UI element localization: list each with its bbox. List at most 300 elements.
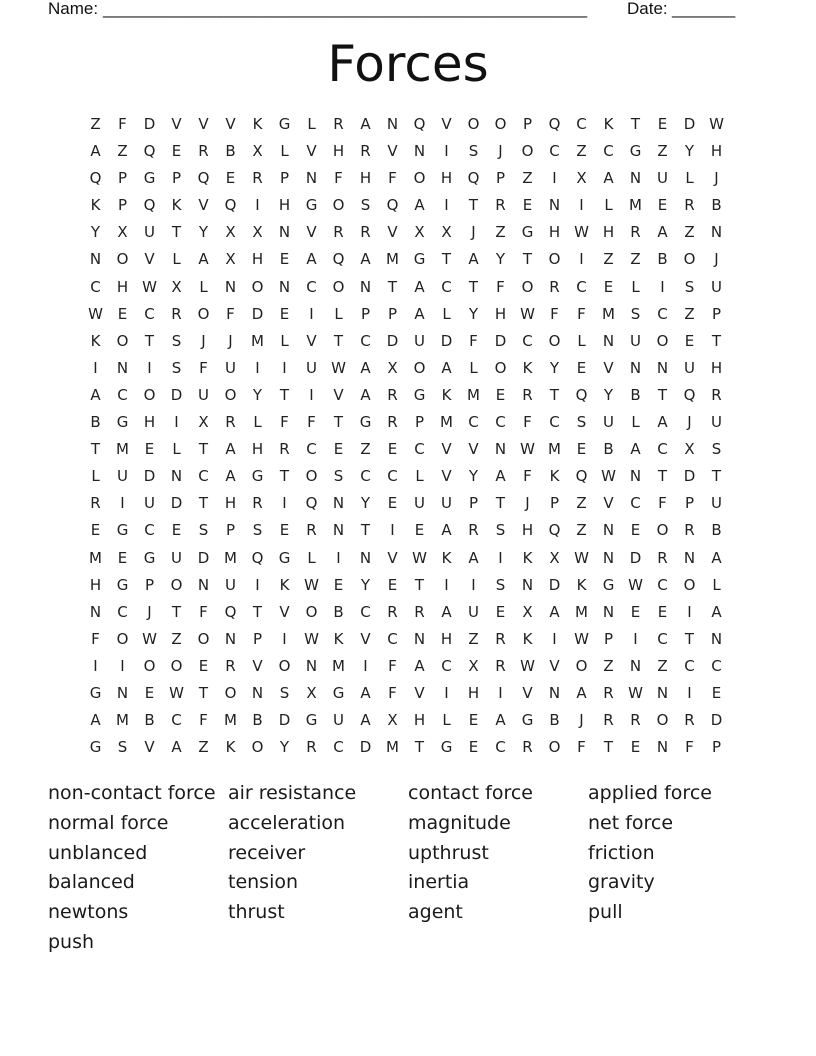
grid-letter: O bbox=[116, 331, 129, 350]
grid-row bbox=[82, 355, 730, 382]
word-bank-item: air resistance bbox=[228, 782, 357, 804]
grid-letter: Y bbox=[90, 223, 101, 242]
grid-letter: G bbox=[89, 683, 102, 702]
grid-letter: W bbox=[628, 683, 643, 702]
grid-letter: F bbox=[91, 629, 100, 648]
grid-letter: X bbox=[576, 169, 587, 188]
grid-letter: U bbox=[171, 548, 182, 567]
grid-letter: V bbox=[252, 656, 263, 675]
grid-letter: G bbox=[359, 413, 372, 432]
grid-letter: O bbox=[116, 629, 129, 648]
grid-letter: O bbox=[305, 467, 318, 486]
grid-letter: W bbox=[601, 467, 616, 486]
grid-letter: V bbox=[279, 602, 290, 621]
grid-letter: E bbox=[630, 602, 641, 621]
grid-letter: E bbox=[468, 738, 479, 757]
grid-letter: I bbox=[120, 494, 125, 513]
grid-letter: P bbox=[360, 304, 371, 323]
grid-letter: V bbox=[333, 385, 344, 404]
grid-letter: F bbox=[577, 304, 586, 323]
grid-letter: E bbox=[279, 521, 290, 540]
grid-letter: V bbox=[549, 656, 560, 675]
grid-letter: Q bbox=[143, 142, 156, 161]
word-bank-item: upthrust bbox=[408, 841, 489, 864]
grid-letter: R bbox=[333, 223, 344, 242]
grid-letter: J bbox=[201, 331, 206, 350]
grid-letter: T bbox=[171, 223, 182, 242]
grid-letter: A bbox=[495, 711, 506, 730]
grid-letter: K bbox=[90, 331, 101, 350]
grid-letter: R bbox=[522, 738, 533, 757]
grid-letter: Y bbox=[684, 142, 695, 161]
grid-letter: K bbox=[441, 385, 452, 404]
grid-letter: V bbox=[387, 142, 398, 161]
grid-letter: E bbox=[495, 385, 506, 404]
grid-letter: W bbox=[709, 115, 724, 133]
grid-letter: U bbox=[657, 169, 668, 188]
grid-letter: W bbox=[304, 629, 319, 648]
grid-letter: Y bbox=[360, 575, 371, 594]
grid-letter: U bbox=[225, 358, 236, 377]
grid-letter: W bbox=[412, 548, 427, 567]
grid-letter: W bbox=[169, 683, 184, 702]
grid-letter: D bbox=[440, 331, 453, 350]
grid-letter: J bbox=[714, 250, 719, 269]
grid-letter: I bbox=[282, 494, 287, 513]
grid-letter: Q bbox=[332, 250, 345, 269]
grid-letter: X bbox=[441, 223, 452, 242]
grid-letter: H bbox=[710, 142, 723, 161]
grid-letter: U bbox=[225, 575, 236, 594]
grid-letter: R bbox=[603, 711, 614, 730]
grid-letter: F bbox=[388, 683, 397, 702]
grid-letter: H bbox=[251, 440, 264, 459]
grid-letter: V bbox=[306, 331, 317, 350]
grid-letter: W bbox=[304, 575, 319, 594]
grid-letter: C bbox=[657, 440, 668, 459]
grid-letter: E bbox=[117, 548, 128, 567]
grid-letter: J bbox=[147, 602, 152, 621]
grid-letter: C bbox=[333, 738, 344, 757]
grid-letter: U bbox=[144, 223, 155, 242]
grid-letter: A bbox=[414, 196, 425, 215]
grid-letter: F bbox=[334, 169, 343, 188]
grid-letter: Z bbox=[468, 629, 479, 648]
grid-letter: H bbox=[251, 250, 264, 269]
grid-letter: K bbox=[252, 115, 263, 133]
grid-letter: F bbox=[388, 656, 397, 675]
grid-letter: H bbox=[278, 196, 291, 215]
grid-letter: P bbox=[711, 738, 722, 757]
grid-letter: Z bbox=[657, 142, 668, 161]
grid-letter: F bbox=[199, 711, 208, 730]
grid-letter: M bbox=[386, 250, 399, 269]
grid-letter: Y bbox=[549, 358, 560, 377]
grid-letter: Z bbox=[630, 250, 641, 269]
grid-letter: K bbox=[522, 629, 533, 648]
grid-letter: L bbox=[172, 440, 181, 459]
grid-letter: C bbox=[387, 467, 398, 486]
grid-letter: A bbox=[711, 602, 722, 621]
grid-letter: U bbox=[711, 277, 722, 296]
grid-letter: U bbox=[144, 494, 155, 513]
grid-letter: W bbox=[142, 629, 157, 648]
grid-letter: V bbox=[198, 196, 209, 215]
grid-letter: K bbox=[225, 738, 236, 757]
grid-letter: X bbox=[198, 413, 209, 432]
grid-letter: R bbox=[252, 494, 263, 513]
grid-letter: X bbox=[225, 223, 236, 242]
grid-letter: C bbox=[657, 629, 668, 648]
grid-letter: K bbox=[522, 358, 533, 377]
grid-letter: T bbox=[198, 440, 209, 459]
grid-letter: C bbox=[576, 277, 587, 296]
grid-letter: Z bbox=[171, 629, 182, 648]
grid-row bbox=[82, 707, 730, 734]
grid-letter: I bbox=[147, 358, 152, 377]
name-blank-line: ______________________________________________________ bbox=[103, 0, 587, 18]
grid-letter: Q bbox=[224, 602, 237, 621]
grid-letter: U bbox=[414, 331, 425, 350]
grid-letter: L bbox=[334, 304, 343, 323]
grid-letter: N bbox=[224, 277, 237, 296]
word-bank-item: friction bbox=[588, 841, 655, 864]
date-label: Date: bbox=[627, 0, 668, 18]
grid-letter: H bbox=[494, 304, 507, 323]
grid-letter: H bbox=[440, 169, 453, 188]
grid-row bbox=[82, 165, 730, 192]
grid-letter: O bbox=[278, 656, 291, 675]
grid-letter: A bbox=[225, 467, 236, 486]
grid-letter: H bbox=[143, 413, 156, 432]
grid-letter: N bbox=[710, 629, 723, 648]
grid-letter: N bbox=[332, 494, 345, 513]
grid-letter: C bbox=[441, 656, 452, 675]
grid-letter: X bbox=[387, 711, 398, 730]
grid-letter: N bbox=[413, 629, 426, 648]
grid-row bbox=[82, 409, 730, 436]
grid-letter: V bbox=[360, 629, 371, 648]
grid-letter: Y bbox=[603, 385, 614, 404]
grid-letter: I bbox=[93, 358, 98, 377]
grid-letter: E bbox=[468, 711, 479, 730]
grid-letter: M bbox=[224, 711, 237, 730]
grid-letter: I bbox=[93, 656, 98, 675]
grid-letter: N bbox=[116, 358, 129, 377]
grid-letter: B bbox=[252, 711, 263, 730]
grid-letter: X bbox=[171, 277, 182, 296]
grid-letter: T bbox=[360, 521, 371, 540]
grid-letter: G bbox=[332, 683, 345, 702]
grid-letter: O bbox=[683, 575, 696, 594]
grid-row bbox=[82, 111, 730, 138]
grid-letter: C bbox=[387, 629, 398, 648]
grid-letter: Q bbox=[305, 494, 318, 513]
grid-letter: P bbox=[603, 629, 614, 648]
grid-letter: F bbox=[199, 602, 208, 621]
grid-letter: A bbox=[441, 358, 452, 377]
grid-letter: L bbox=[280, 142, 289, 161]
grid-letter: O bbox=[521, 277, 534, 296]
grid-letter: T bbox=[522, 250, 533, 269]
grid-letter: O bbox=[224, 385, 237, 404]
grid-letter: E bbox=[495, 602, 506, 621]
grid-letter: Q bbox=[89, 169, 102, 188]
grid-letter: M bbox=[629, 196, 642, 215]
grid-letter: E bbox=[630, 738, 641, 757]
grid-letter: L bbox=[199, 277, 208, 296]
grid-letter: L bbox=[631, 413, 640, 432]
grid-letter: W bbox=[88, 304, 103, 323]
grid-letter: E bbox=[630, 521, 641, 540]
grid-letter: Q bbox=[386, 196, 399, 215]
grid-letter: P bbox=[117, 196, 128, 215]
grid-letter: N bbox=[548, 683, 561, 702]
grid-letter: O bbox=[197, 629, 210, 648]
word-bank-item: inertia bbox=[408, 871, 470, 894]
grid-letter: R bbox=[225, 656, 236, 675]
grid-letter: P bbox=[495, 169, 506, 188]
grid-letter: Z bbox=[657, 656, 668, 675]
grid-letter: D bbox=[710, 711, 723, 730]
grid-letter: R bbox=[279, 440, 290, 459]
grid-letter: R bbox=[225, 413, 236, 432]
word-bank-item: push bbox=[48, 930, 95, 953]
grid-letter: T bbox=[90, 440, 101, 459]
grid-letter: C bbox=[549, 413, 560, 432]
grid-letter: I bbox=[687, 602, 692, 621]
grid-letter: H bbox=[359, 169, 372, 188]
grid-letter: N bbox=[656, 738, 669, 757]
grid-letter: S bbox=[333, 467, 344, 486]
grid-letter: X bbox=[252, 223, 263, 242]
grid-letter: L bbox=[442, 711, 451, 730]
grid-letter: T bbox=[198, 494, 209, 513]
grid-letter: R bbox=[630, 711, 641, 730]
date-blank-line: _______ bbox=[672, 0, 735, 18]
grid-letter: D bbox=[170, 494, 183, 513]
grid-letter: G bbox=[440, 738, 453, 757]
grid-letter: A bbox=[576, 683, 587, 702]
grid-letter: N bbox=[629, 467, 642, 486]
grid-letter: N bbox=[332, 521, 345, 540]
word-bank-item: pull bbox=[588, 901, 623, 924]
grid-letter: Q bbox=[251, 548, 264, 567]
grid-letter: O bbox=[656, 331, 669, 350]
grid-letter: R bbox=[333, 115, 344, 133]
grid-letter: S bbox=[495, 521, 506, 540]
grid-letter: F bbox=[280, 413, 289, 432]
grid-letter: I bbox=[309, 385, 314, 404]
grid-letter: N bbox=[521, 575, 534, 594]
grid-letter: R bbox=[90, 494, 101, 513]
grid-letter: E bbox=[387, 494, 398, 513]
grid-letter: B bbox=[90, 413, 101, 432]
grid-letter: F bbox=[469, 331, 478, 350]
grid-letter: F bbox=[658, 494, 667, 513]
grid-letter: A bbox=[414, 277, 425, 296]
grid-letter: I bbox=[579, 196, 584, 215]
grid-letter: I bbox=[390, 521, 395, 540]
grid-letter: E bbox=[225, 169, 236, 188]
grid-letter: I bbox=[552, 169, 557, 188]
grid-letter: O bbox=[683, 250, 696, 269]
grid-letter: A bbox=[306, 250, 317, 269]
grid-letter: I bbox=[498, 548, 503, 567]
grid-letter: N bbox=[89, 602, 102, 621]
grid-letter: N bbox=[602, 521, 615, 540]
grid-letter: Z bbox=[603, 656, 614, 675]
grid-letter: G bbox=[89, 738, 102, 757]
grid-letter: J bbox=[687, 413, 692, 432]
grid-letter: F bbox=[685, 738, 694, 757]
grid-letter: D bbox=[386, 331, 399, 350]
grid-letter: E bbox=[603, 277, 614, 296]
grid-letter: X bbox=[387, 358, 398, 377]
grid-letter: U bbox=[414, 494, 425, 513]
grid-letter: V bbox=[144, 250, 155, 269]
grid-letter: S bbox=[252, 521, 263, 540]
grid-letter: I bbox=[471, 575, 476, 594]
grid-letter: I bbox=[282, 629, 287, 648]
grid-letter: A bbox=[630, 440, 641, 459]
grid-letter: R bbox=[252, 169, 263, 188]
grid-letter: G bbox=[116, 413, 129, 432]
grid-letter: N bbox=[656, 358, 669, 377]
grid-letter: E bbox=[198, 656, 209, 675]
grid-letter: G bbox=[629, 142, 642, 161]
grid-letter: R bbox=[684, 521, 695, 540]
grid-letter: T bbox=[657, 467, 668, 486]
grid-letter: A bbox=[495, 467, 506, 486]
grid-letter: A bbox=[90, 711, 101, 730]
grid-letter: D bbox=[548, 575, 561, 594]
grid-letter: I bbox=[444, 575, 449, 594]
grid-letter: W bbox=[520, 656, 535, 675]
grid-letter: N bbox=[602, 548, 615, 567]
grid-letter: F bbox=[118, 115, 127, 133]
grid-letter: G bbox=[413, 385, 426, 404]
grid-letter: W bbox=[574, 548, 589, 567]
grid-letter: D bbox=[143, 467, 156, 486]
grid-letter: L bbox=[172, 250, 181, 269]
word-bank-item: applied force bbox=[588, 782, 712, 804]
grid-letter: M bbox=[224, 548, 237, 567]
grid-letter: T bbox=[333, 413, 344, 432]
grid-letter: V bbox=[225, 115, 236, 133]
grid-letter: E bbox=[144, 440, 155, 459]
grid-letter: L bbox=[712, 575, 721, 594]
grid-letter: A bbox=[198, 250, 209, 269]
grid-letter: L bbox=[604, 196, 613, 215]
grid-letter: J bbox=[498, 142, 503, 161]
grid-letter: Q bbox=[224, 196, 237, 215]
grid-letter: A bbox=[414, 304, 425, 323]
grid-letter: O bbox=[548, 250, 561, 269]
grid-letter: A bbox=[657, 223, 668, 242]
grid-letter: Q bbox=[548, 521, 561, 540]
grid-letter: R bbox=[306, 738, 317, 757]
grid-letter: Z bbox=[684, 223, 695, 242]
grid-letter: H bbox=[224, 494, 237, 513]
grid-letter: A bbox=[549, 602, 560, 621]
grid-letter: R bbox=[657, 548, 668, 567]
grid-letter: H bbox=[467, 683, 480, 702]
grid-letter: T bbox=[171, 602, 182, 621]
grid-letter: G bbox=[143, 169, 156, 188]
grid-letter: C bbox=[144, 304, 155, 323]
word-bank-item: normal force bbox=[48, 811, 169, 834]
grid-letter: R bbox=[387, 602, 398, 621]
grid-letter: A bbox=[360, 250, 371, 269]
grid-letter: U bbox=[603, 413, 614, 432]
grid-letter: N bbox=[359, 548, 372, 567]
grid-letter: C bbox=[657, 575, 668, 594]
grid-row bbox=[82, 545, 730, 572]
grid-letter: Q bbox=[413, 115, 426, 133]
grid-letter: R bbox=[468, 521, 479, 540]
grid-letter: R bbox=[495, 196, 506, 215]
grid-letter: P bbox=[387, 304, 398, 323]
grid-letter: V bbox=[198, 115, 209, 133]
grid-letter: F bbox=[550, 304, 559, 323]
grid-letter: U bbox=[468, 602, 479, 621]
grid-letter: E bbox=[117, 304, 128, 323]
grid-letter: T bbox=[198, 683, 209, 702]
grid-letter: G bbox=[278, 115, 291, 133]
grid-row bbox=[82, 382, 730, 409]
grid-letter: T bbox=[279, 385, 290, 404]
grid-letter: J bbox=[471, 223, 476, 242]
grid-letter: G bbox=[116, 521, 129, 540]
grid-letter: N bbox=[494, 440, 507, 459]
grid-letter: A bbox=[360, 385, 371, 404]
grid-letter: N bbox=[386, 115, 399, 133]
grid-letter: O bbox=[494, 115, 507, 133]
grid-letter: T bbox=[549, 385, 560, 404]
grid-row bbox=[82, 138, 730, 165]
grid-letter: Z bbox=[576, 494, 587, 513]
grid-letter: S bbox=[630, 304, 641, 323]
grid-letter: C bbox=[90, 277, 101, 296]
grid-letter: X bbox=[414, 223, 425, 242]
grid-letter: Y bbox=[495, 250, 506, 269]
word-bank-item: non-contact force bbox=[48, 782, 216, 804]
grid-row bbox=[82, 192, 730, 219]
grid-letter: T bbox=[657, 385, 668, 404]
word-bank-item: acceleration bbox=[228, 811, 346, 834]
grid-letter: D bbox=[359, 738, 372, 757]
grid-letter: C bbox=[306, 277, 317, 296]
grid-letter: S bbox=[117, 738, 128, 757]
grid-letter: O bbox=[143, 385, 156, 404]
grid-letter: F bbox=[523, 467, 532, 486]
grid-letter: C bbox=[684, 656, 695, 675]
grid-letter: K bbox=[441, 548, 452, 567]
word-search-grid bbox=[82, 111, 730, 761]
grid-letter: I bbox=[552, 629, 557, 648]
grid-letter: C bbox=[603, 142, 614, 161]
grid-letter: S bbox=[576, 413, 587, 432]
grid-letter: X bbox=[522, 602, 533, 621]
grid-letter: P bbox=[225, 521, 236, 540]
grid-letter: I bbox=[255, 358, 260, 377]
grid-letter: Z bbox=[576, 142, 587, 161]
grid-letter: A bbox=[468, 548, 479, 567]
grid-letter: U bbox=[711, 494, 722, 513]
grid-letter: R bbox=[522, 385, 533, 404]
grid-letter: G bbox=[521, 711, 534, 730]
